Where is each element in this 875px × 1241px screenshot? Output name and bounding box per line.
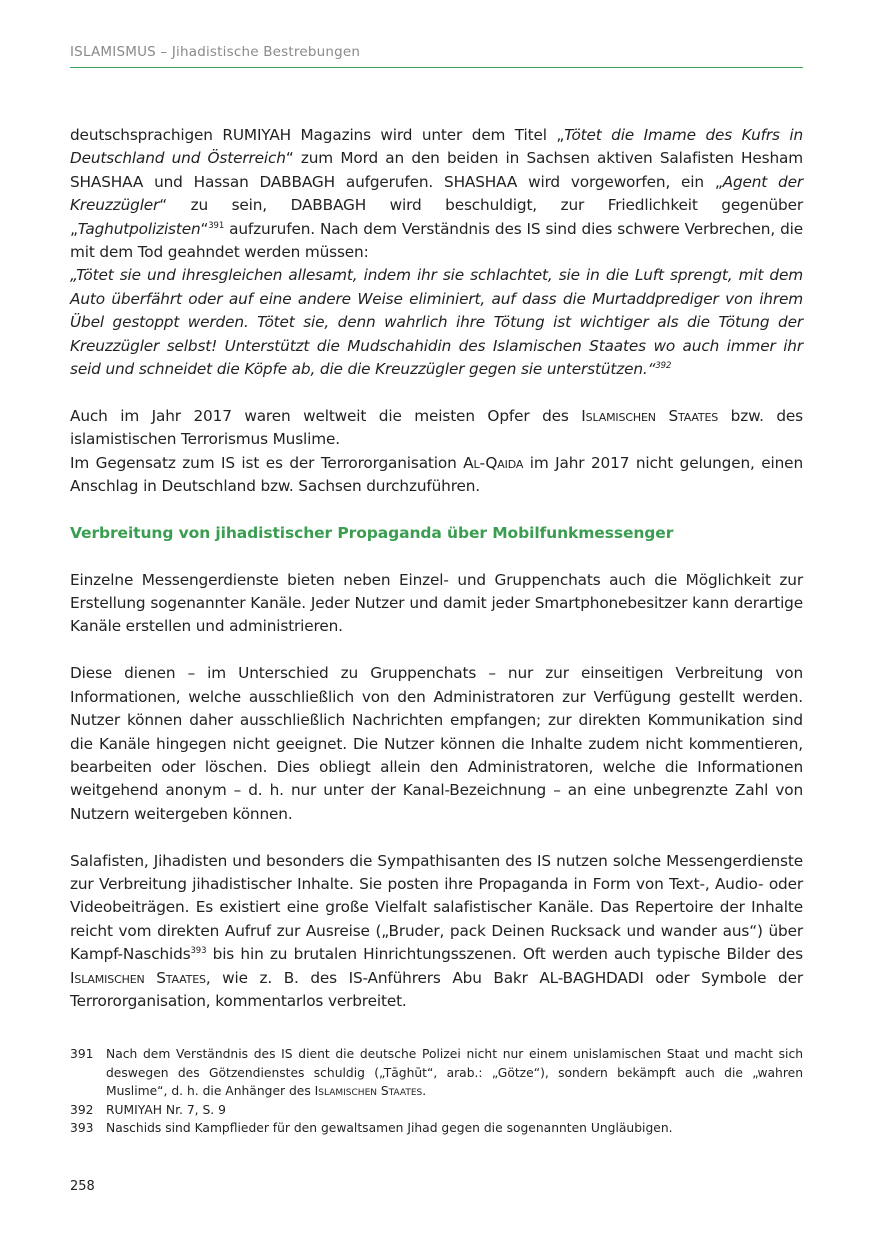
section-heading: Verbreitung von jihadistischer Propaganda über Mobilfunkmessenger [70,523,674,542]
footnote-item [70,1119,803,1138]
small-caps-term: Islamischen Staates [314,1084,423,1098]
paragraph-one-way: Diese dienen – im Unterschied zu Gruppenchats – nur zur einseitigen Verbreitung von Informationen, welche ausschließlich von den Administratoren zur Verfügung gestellt werden. Nutzer können daher ausschließlich Nachrichten empfangen; zur direkten Kommunikation sind die Kanäle hingegen nicht geeignet. Die Nutzer können die Inhalte zudem nicht kommentieren, bearbeiten oder löschen. Dies obliegt allein den Administratoren, welche die Informationen weitgehend anonym – d. h. nur unter der Kanal-Bezeichnung – an eine unbegrenzte Zahl von Nutzern weitergeben können. [70,664,803,823]
footnote-ref[interactable]: 391 [208,220,225,231]
footnote-item [70,1045,803,1101]
italic-title: Tötet die Imame des Kufrs in Deutschland und Österreich [70,126,803,168]
small-caps-term: Al-Qaida [463,453,524,472]
small-caps-term: Islamischen Staates [70,968,206,987]
paragraph-al-qaida: Im Gegensatz zum IS ist es der Terrororganisation Al-Qaida im Jahr 2017 nicht gelungen, einen Anschlag in Deutschland bzw. Sachsen durchzuführen. [70,453,803,496]
footnote-ref[interactable]: 393 [190,946,207,957]
footnote-number: 392 [70,1102,94,1117]
paragraph-channels: Einzelne Messengerdienste bieten neben Einzel- und Gruppenchats auch die Möglichkeit zur Erstellung sogenannter Kanäle. Jeder Nutzer und damit jeder Smartphonebesitzer kann derartige Kanäle erstellen und administrieren. [70,570,803,636]
paragraph-propaganda: Salafisten, Jihadisten und besonders die Sympathisanten des IS nutzen solche Messengerdienste zur Verbreitung jihadistischer Inhalte. Sie posten ihre Propaganda in Form von Text-, Audio- oder Videobeiträgen. Es existiert eine große Vielfalt salafistischer Kanäle. Das Repertoire der Inhalte reicht vom direkten Aufruf zur Ausreise („Bruder, pack Deinen Rucksack und wander aus“) über Kampf-Naschids$^{393}$ bis hin zu brutalen Hinrichtungsszenen. Oft werden auch typische Bilder des Islamischen Staates, wie z. B. des IS-Anführers Abu Bakr AL-BAGHDADI oder Symbole der Terrororganisation, kommentarlos verbreitet. [70,851,803,1010]
footnotes [70,1045,803,1138]
footnote-text: Naschids sind Kampflieder für den gewaltsamen Jihad gegen die sogenannten Ungläubigen. [106,1121,673,1135]
main-text [70,124,803,1013]
paragraph-intro: deutschsprachigen RUMIYAH Magazins wird unter dem Titel „Tötet die Imame des Kufrs in Deutschland und Österreich“ zum Mord an den beiden in Sachsen aktiven Salafisten Hesham SHASHAA und Hassan DABBAGH aufgerufen. SHASHAA wird vorgeworfen, ein „Agent der Kreuzzügler“ zu sein, DABBAGH wird beschuldigt, zur Friedlichkeit gegenüber „Taghutpolizisten“$^{391}$ aufzurufen. Nach dem Verständnis des IS sind dies schwere Verbrechen, die mit dem Tod geahndet werden müssen: [70,126,804,262]
footnote-item [70,1101,803,1120]
footnote-number: 391 [70,1047,94,1061]
footnote-number: 393 [70,1121,94,1135]
block-quote: „Tötet sie und ihresgleichen allesamt, indem ihr sie schlachtet, sie in die Luft sprengt, mit dem Auto überfährt oder auf eine andere Weise eliminiert, auf dass die Murtaddprediger von ihrem Übel gestoppt werden. Tötet sie, denn wahrlich ihre Tötung ist wichtiger als die Tötung der Kreuzzügler selbst! Unterstützt die Mudschahidin des Islamischen Staates wo auch immer ihr seid und schneidet die Köpfe ab, die die Kreuzzügler gegen sie unterstützen.“$^{392}$ [70,266,803,379]
page-number: 258 [70,1179,95,1194]
footnote-ref[interactable]: 392 [655,361,672,372]
footnote-text: RUMIYAH Nr. 7, S. 9 [106,1102,226,1117]
paragraph-victims: Auch im Jahr 2017 waren weltweit die meisten Opfer des Islamischen Staates bzw. des islamistischen Terrorismus Muslime. [70,406,803,449]
small-caps-term: Islamischen Staates [581,406,719,425]
italic-phrase: Agent der Kreuzzügler [70,172,804,215]
running-header: ISLAMISMUS – Jihadistische Bestrebungen [70,44,803,68]
italic-phrase: Taghutpolizisten [77,219,201,238]
footnote-text: Nach dem Verständnis des IS dient die deutsche Polizei nicht nur einem unislamischen Staat und macht sich deswegen des Götzendienstes schuldig („Tāghūt“, arab.: „Götze“), sondern bekämpft auch die „wahren Muslime“, d. h. die Anhänger des Islamischen Staates. [106,1047,803,1098]
